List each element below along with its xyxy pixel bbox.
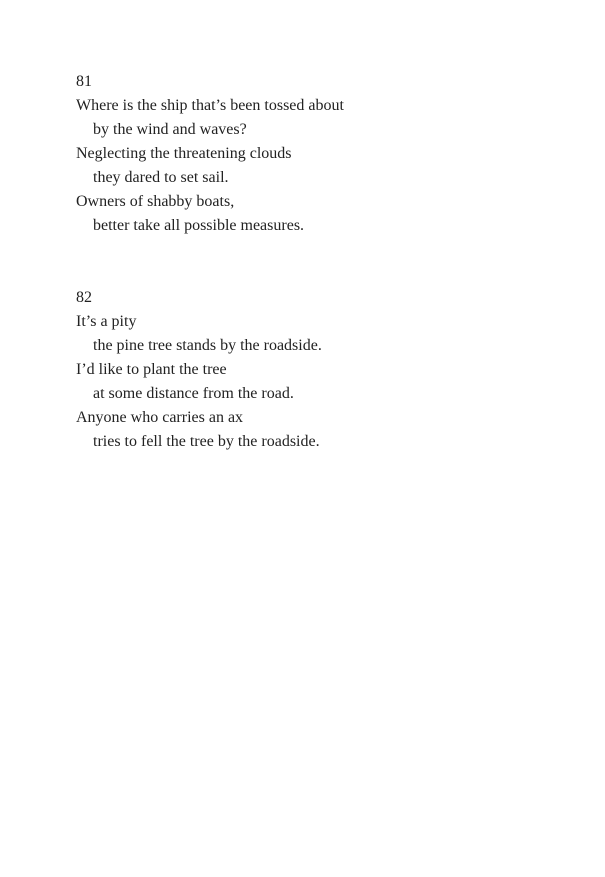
- poem-82: [76, 286, 344, 454]
- poem-line-indented: by the wind and waves?: [93, 121, 247, 138]
- poem-line-indented: they dared to set sail.: [93, 169, 229, 186]
- poem-number: 81: [76, 73, 92, 90]
- poem-number: 82: [76, 289, 92, 306]
- page-content: [76, 70, 344, 454]
- poem-line: Owners of shabby boats,: [76, 193, 235, 210]
- poem-line: Neglecting the threatening clouds: [76, 145, 292, 162]
- poem-line: I’d like to plant the tree: [76, 361, 227, 378]
- poem-line-indented: the pine tree stands by the roadside.: [93, 337, 322, 354]
- poem-line: Anyone who carries an ax: [76, 409, 244, 426]
- poem-line: It’s a pity: [76, 313, 137, 330]
- poem-81: [76, 70, 344, 238]
- poem-line-indented: tries to fell the tree by the roadside.: [93, 433, 320, 450]
- poem-line-indented: better take all possible measures.: [93, 217, 305, 234]
- poem-line-indented: at some distance from the road.: [93, 385, 294, 402]
- poem-line: Where is the ship that’s been tossed about: [76, 97, 344, 114]
